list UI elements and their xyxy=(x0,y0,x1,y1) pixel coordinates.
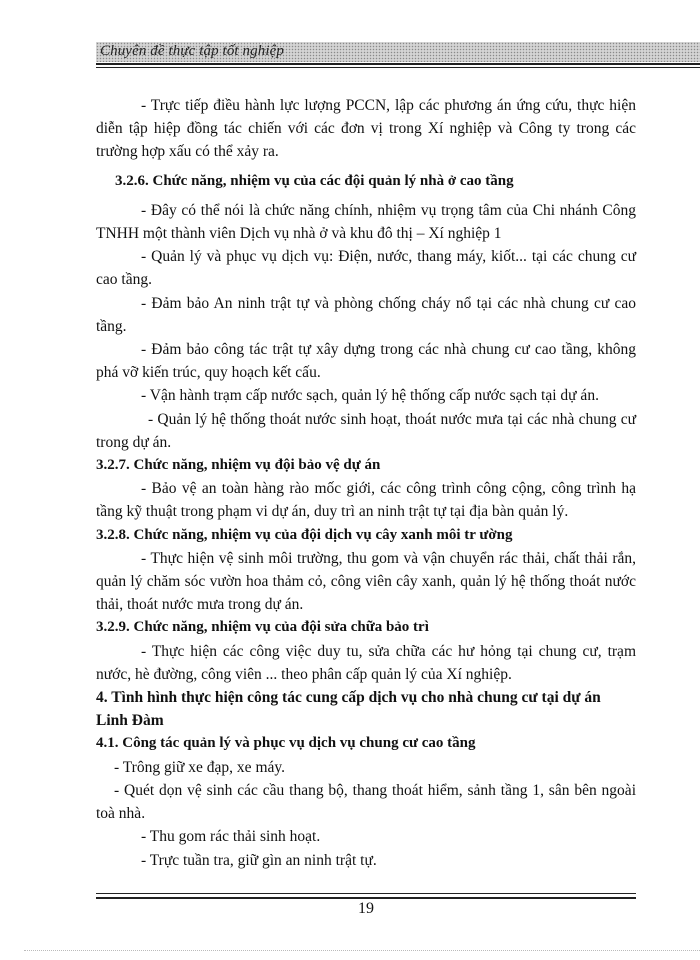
document-body xyxy=(96,94,636,872)
paragraph: - Quét dọn vệ sinh các cầu thang bộ, thang thoát hiểm, sảnh tầng 1, sân bên ngoài toà nhà. xyxy=(96,781,636,823)
paragraph: - Trông giữ xe đạp, xe máy. xyxy=(114,758,285,776)
paragraph: - Quản lý hệ thống thoát nước sinh hoạt, thoát nước mưa tại các nhà chung cư trong dự án. xyxy=(96,410,636,451)
section-heading-4: 4. Tình hình thực hiện công tác cung cấp dịch vụ cho nhà chung cư tại dự án Linh Đàm xyxy=(96,689,601,730)
footer-rule-thin xyxy=(96,893,636,894)
running-header: Chuyên đề thực tập tốt nghiệp xyxy=(100,43,284,59)
paragraph: - Trực tuần tra, giữ gìn an ninh trật tự. xyxy=(141,851,377,869)
paragraph: - Thu gom rác thải sinh hoạt. xyxy=(141,828,321,846)
header-rule-thin xyxy=(96,67,700,68)
section-heading-3-2-7: 3.2.7. Chức năng, nhiệm vụ đội bảo vệ dự án xyxy=(96,457,381,474)
paragraph: - Đảm bảo công tác trật tự xây dựng trong các nhà chung cư cao tầng, không phá vỡ kiến trúc, quy hoạch kết cấu. xyxy=(96,341,636,382)
paragraph: - Đảm bảo An ninh trật tự và phòng chống cháy nổ tại các nhà chung cư cao tầng. xyxy=(96,294,636,335)
paragraph: - Thực hiện vệ sinh môi trường, thu gom và vận chuyển rác thải, chất thải rắn, quản lý chăm sóc vườn hoa thảm cỏ, công viên cây xanh, quản lý hệ thống thoát nước thải, thoát nước mưa trong dự án. xyxy=(96,549,636,614)
header-rule xyxy=(96,63,700,65)
paragraph: - Đây có thể nói là chức năng chính, nhiệm vụ trọng tâm của Chi nhánh Công TNHH một thành viên Dịch vụ nhà ở và khu đô thị – Xí nghiệp 1 xyxy=(96,201,636,243)
footer-rule xyxy=(96,897,636,899)
page-edge-divider xyxy=(24,950,700,951)
section-heading-3-2-6: 3.2.6. Chức năng, nhiệm vụ của các đội quản lý nhà ở cao tầng xyxy=(115,172,514,189)
paragraph: - Bảo vệ an toàn hàng rào mốc giới, các công trình công cộng, công trình hạ tầng kỹ thuật trong phạm vi dự án, duy trì an ninh trật tự tại địa bàn quản lý. xyxy=(96,480,636,521)
paragraph: - Thực hiện các công việc duy tu, sửa chữa các hư hỏng tại chung cư, trạm nước, hè đường, công viên ... theo phân cấp quản lý của Xí nghiệp. xyxy=(96,642,636,683)
section-heading-4-1: 4.1. Công tác quản lý và phục vụ dịch vụ chung cư cao tầng xyxy=(96,735,476,752)
page-number: 19 xyxy=(358,900,374,917)
paragraph: - Quản lý và phục vụ dịch vụ: Điện, nước, thang máy, kiốt... tại các chung cư cao tầng. xyxy=(96,248,636,289)
paragraph: - Trực tiếp điều hành lực lượng PCCN, lập các phương án ứng cứu, thực hiện diễn tập hiệp đồng tác chiến với các đơn vị trong Xí nghiệp và Công ty trong các trường hợp xấu có thể xảy ra. xyxy=(96,97,636,161)
section-heading-3-2-9: 3.2.9. Chức năng, nhiệm vụ của đội sửa chữa bảo trì xyxy=(96,619,429,636)
section-heading-3-2-8: 3.2.8. Chức năng, nhiệm vụ của đội dịch vụ cây xanh môi tr ường xyxy=(96,526,513,543)
paragraph: - Vận hành trạm cấp nước sạch, quản lý hệ thống cấp nước sạch tại dự án. xyxy=(141,387,599,405)
